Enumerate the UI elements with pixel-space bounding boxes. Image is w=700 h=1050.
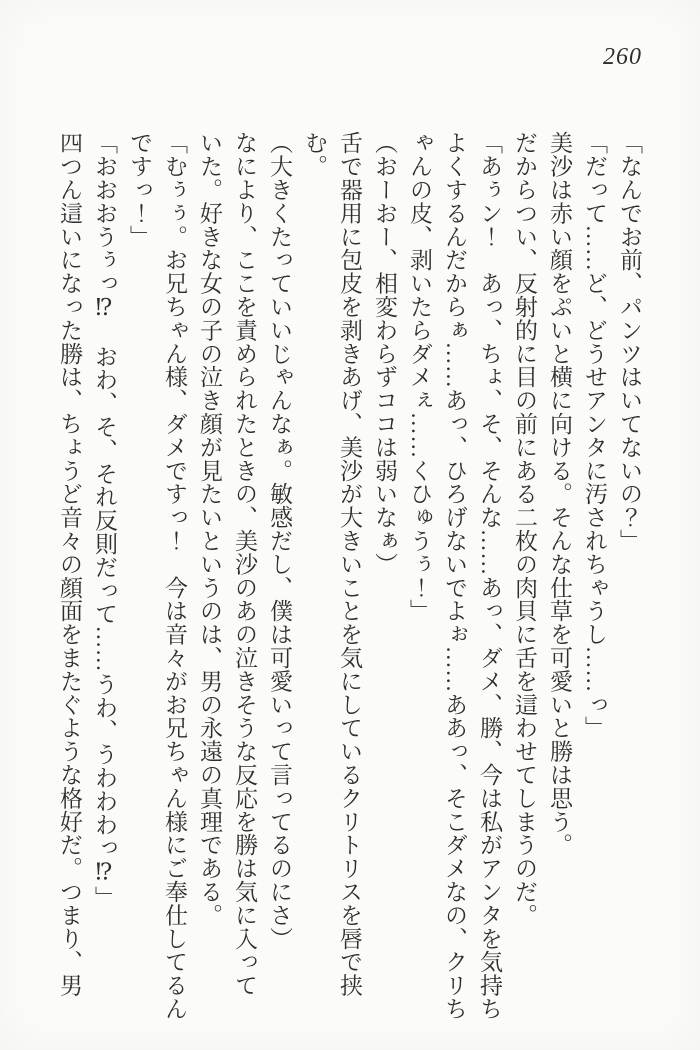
- text-column: 「だって……ど、どうせアンタに汚されちゃうし……っ」: [582, 131, 607, 740]
- text-column: 「おおおうぅっ⁉ おわ、そ、それ反則だって……うわ、うわわわっ⁉」: [92, 131, 117, 910]
- text-column: （おーおー、相変わらずココは弱いなぁ）: [372, 131, 397, 576]
- text-column: 美沙は赤い顔をぷいと横に向ける。そんな仕草を可愛いと勝は思う。: [547, 131, 572, 857]
- text-column: 四つん這いになった勝は、ちょうど音々の顔面をまたぐような格好だ。つまり、男: [57, 131, 82, 997]
- text-column: ですっ！」: [127, 131, 152, 248]
- page-number: 260: [603, 44, 642, 70]
- vertical-text-block: [52, 131, 647, 1023]
- text-column: よくするんだからぁ……あっ、ひろげないでよぉ……ああっ、そこダメなの、クリち: [442, 131, 467, 1021]
- text-column: いた。好きな女の子の泣き顔が見たいというのは、男の永遠の真理である。: [197, 131, 222, 927]
- text-column: 「むぅぅ。お兄ちゃん様、ダメですっ！ 今は音々がお兄ちゃん様にご奉仕してるん: [162, 131, 187, 1021]
- text-column: ゃんの皮、剥いたらダメぇ……くひゅうぅ！」: [407, 131, 432, 623]
- text-column: なにより、ここを責められたときの、美沙のあの泣きそうな反応を勝は気に入って: [232, 131, 257, 997]
- text-column: 「あぅン！ あっ、ちょ、そ、そんな……あっ、ダメ、勝、今は私がアンタを気持ち: [477, 131, 502, 1021]
- text-column: だからつい、反射的に目の前にある二枚の肉貝に舌を這わせてしまうのだ。: [512, 131, 537, 927]
- text-column: （大きくたっていいじゃんなぁ。敏感だし、僕は可愛いって言ってるのにさ）: [267, 131, 292, 950]
- text-column: 舌で器用に包皮を剥きあげ、美沙が大きいことを気にしているクリトリスを唇で挟: [337, 131, 362, 997]
- text-column: む。: [302, 131, 327, 178]
- text-column: 「なんでお前、パンツはいてないの？」: [617, 131, 642, 553]
